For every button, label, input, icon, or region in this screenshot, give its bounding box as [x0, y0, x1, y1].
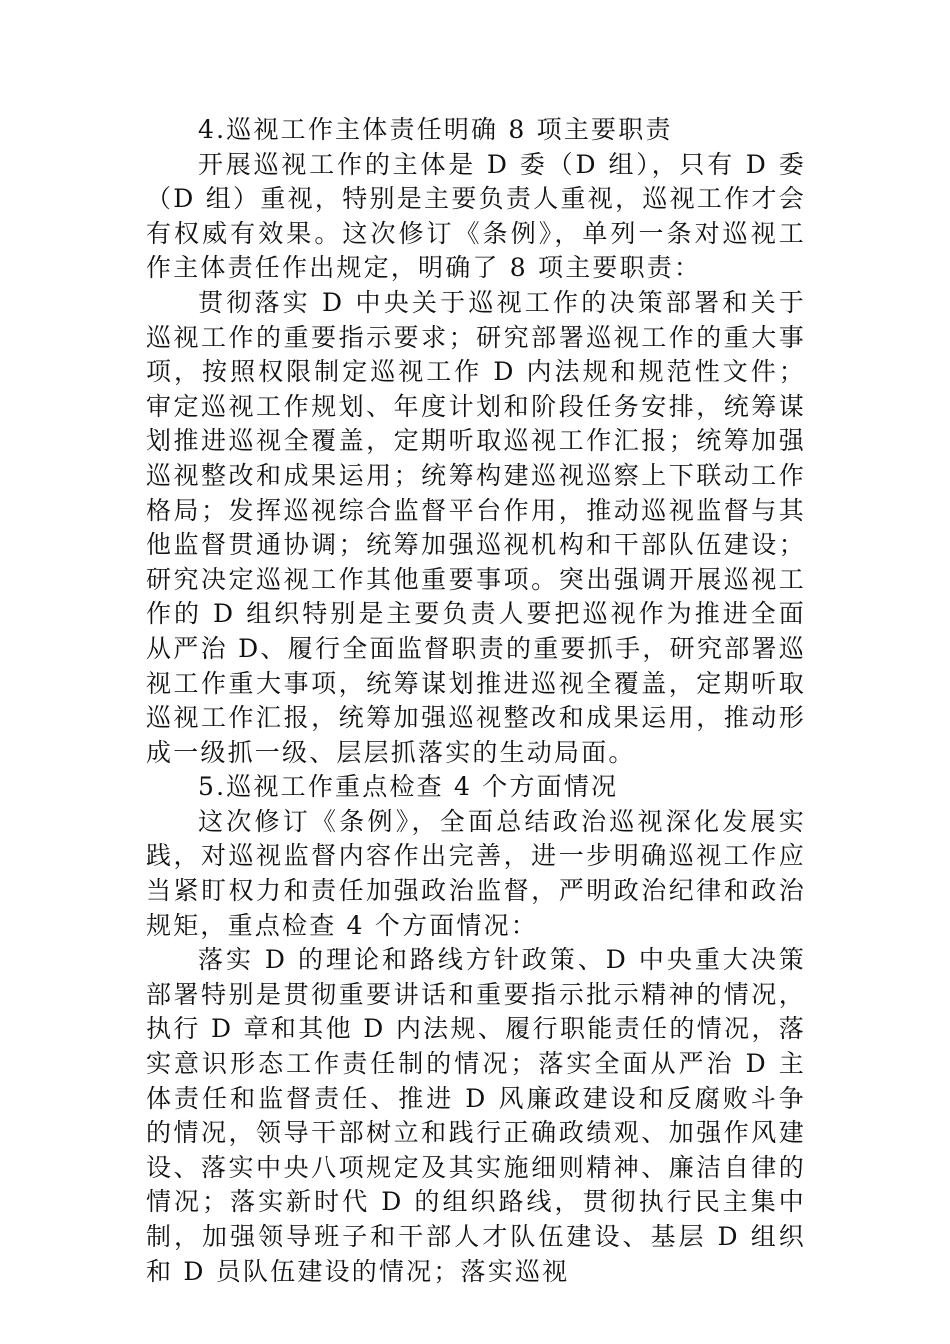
paragraph-inspection-items: 落实 D 的理论和路线方针政策、D 中央重大决策部署特别是贯彻重要讲话和重要指示批示精神的情况，执行 D 章和其他 D 内法规、履行职能责任的情况，落实意识形态工作责任制的情况；落实全面从严治 D 主体责任和监督责任、推进 D 风廉政建设和反腐败斗争的情况，领导干部树立和践行正确政绩观、加强作风建设、落实中央八项规定及其实施细则精神、廉洁自律的情况；落实新时代 D 的组织路线，贯彻执行民主集中制，加强领导班子和干部人才队伍建设、基层 D 组织和 D 员队伍建设的情况；落实巡视 — [146, 945, 806, 1286]
paragraph-intro-5: 这次修订《条例》，全面总结政治巡视深化发展实践，对巡视监督内容作出完善，进一步明确巡视工作应当紧盯权力和责任加强政治监督，严明政治纪律和政治规矩，重点检查 4 个方面情况： — [146, 806, 806, 940]
section-heading-5: 5.巡视工作重点检查 4 个方面情况 — [198, 772, 619, 802]
document-body — [146, 113, 806, 1289]
paragraph-duties-list: 贯彻落实 D 中央关于巡视工作的决策部署和关于巡视工作的重要指示要求；研究部署巡视工作的重大事项，按照权限制定巡视工作 D 内法规和规范性文件；审定巡视工作规划、年度计划和阶段任务安排，统筹谋划推进巡视全覆盖，定期听取巡视工作汇报；统筹加强巡视整改和成果运用；统筹构建巡视巡察上下联动工作格局；发挥巡视综合监督平台作用，推动巡视监督与其他监督贯通协调；统筹加强巡视机构和干部队伍建设；研究决定巡视工作其他重要事项。突出强调开展巡视工作的 D 组织特别是主要负责人要把巡视作为推进全面从严治 D、履行全面监督职责的重要抓手，研究部署巡视工作重大事项，统筹谋划推进巡视全覆盖，定期听取巡视工作汇报，统筹加强巡视整改和成果运用，推动形成一级抓一级、层层抓落实的生动局面。 — [146, 287, 806, 767]
paragraph-intro-4: 开展巡视工作的主体是 D 委（D 组），只有 D 委（D 组）重视，特别是主要负责人重视，巡视工作才会有权威有效果。这次修订《条例》，单列一条对巡视工作主体责任作出规定，明确了 8 项主要职责： — [146, 149, 806, 283]
section-heading-4: 4.巡视工作主体责任明确 8 项主要职责 — [198, 115, 673, 144]
